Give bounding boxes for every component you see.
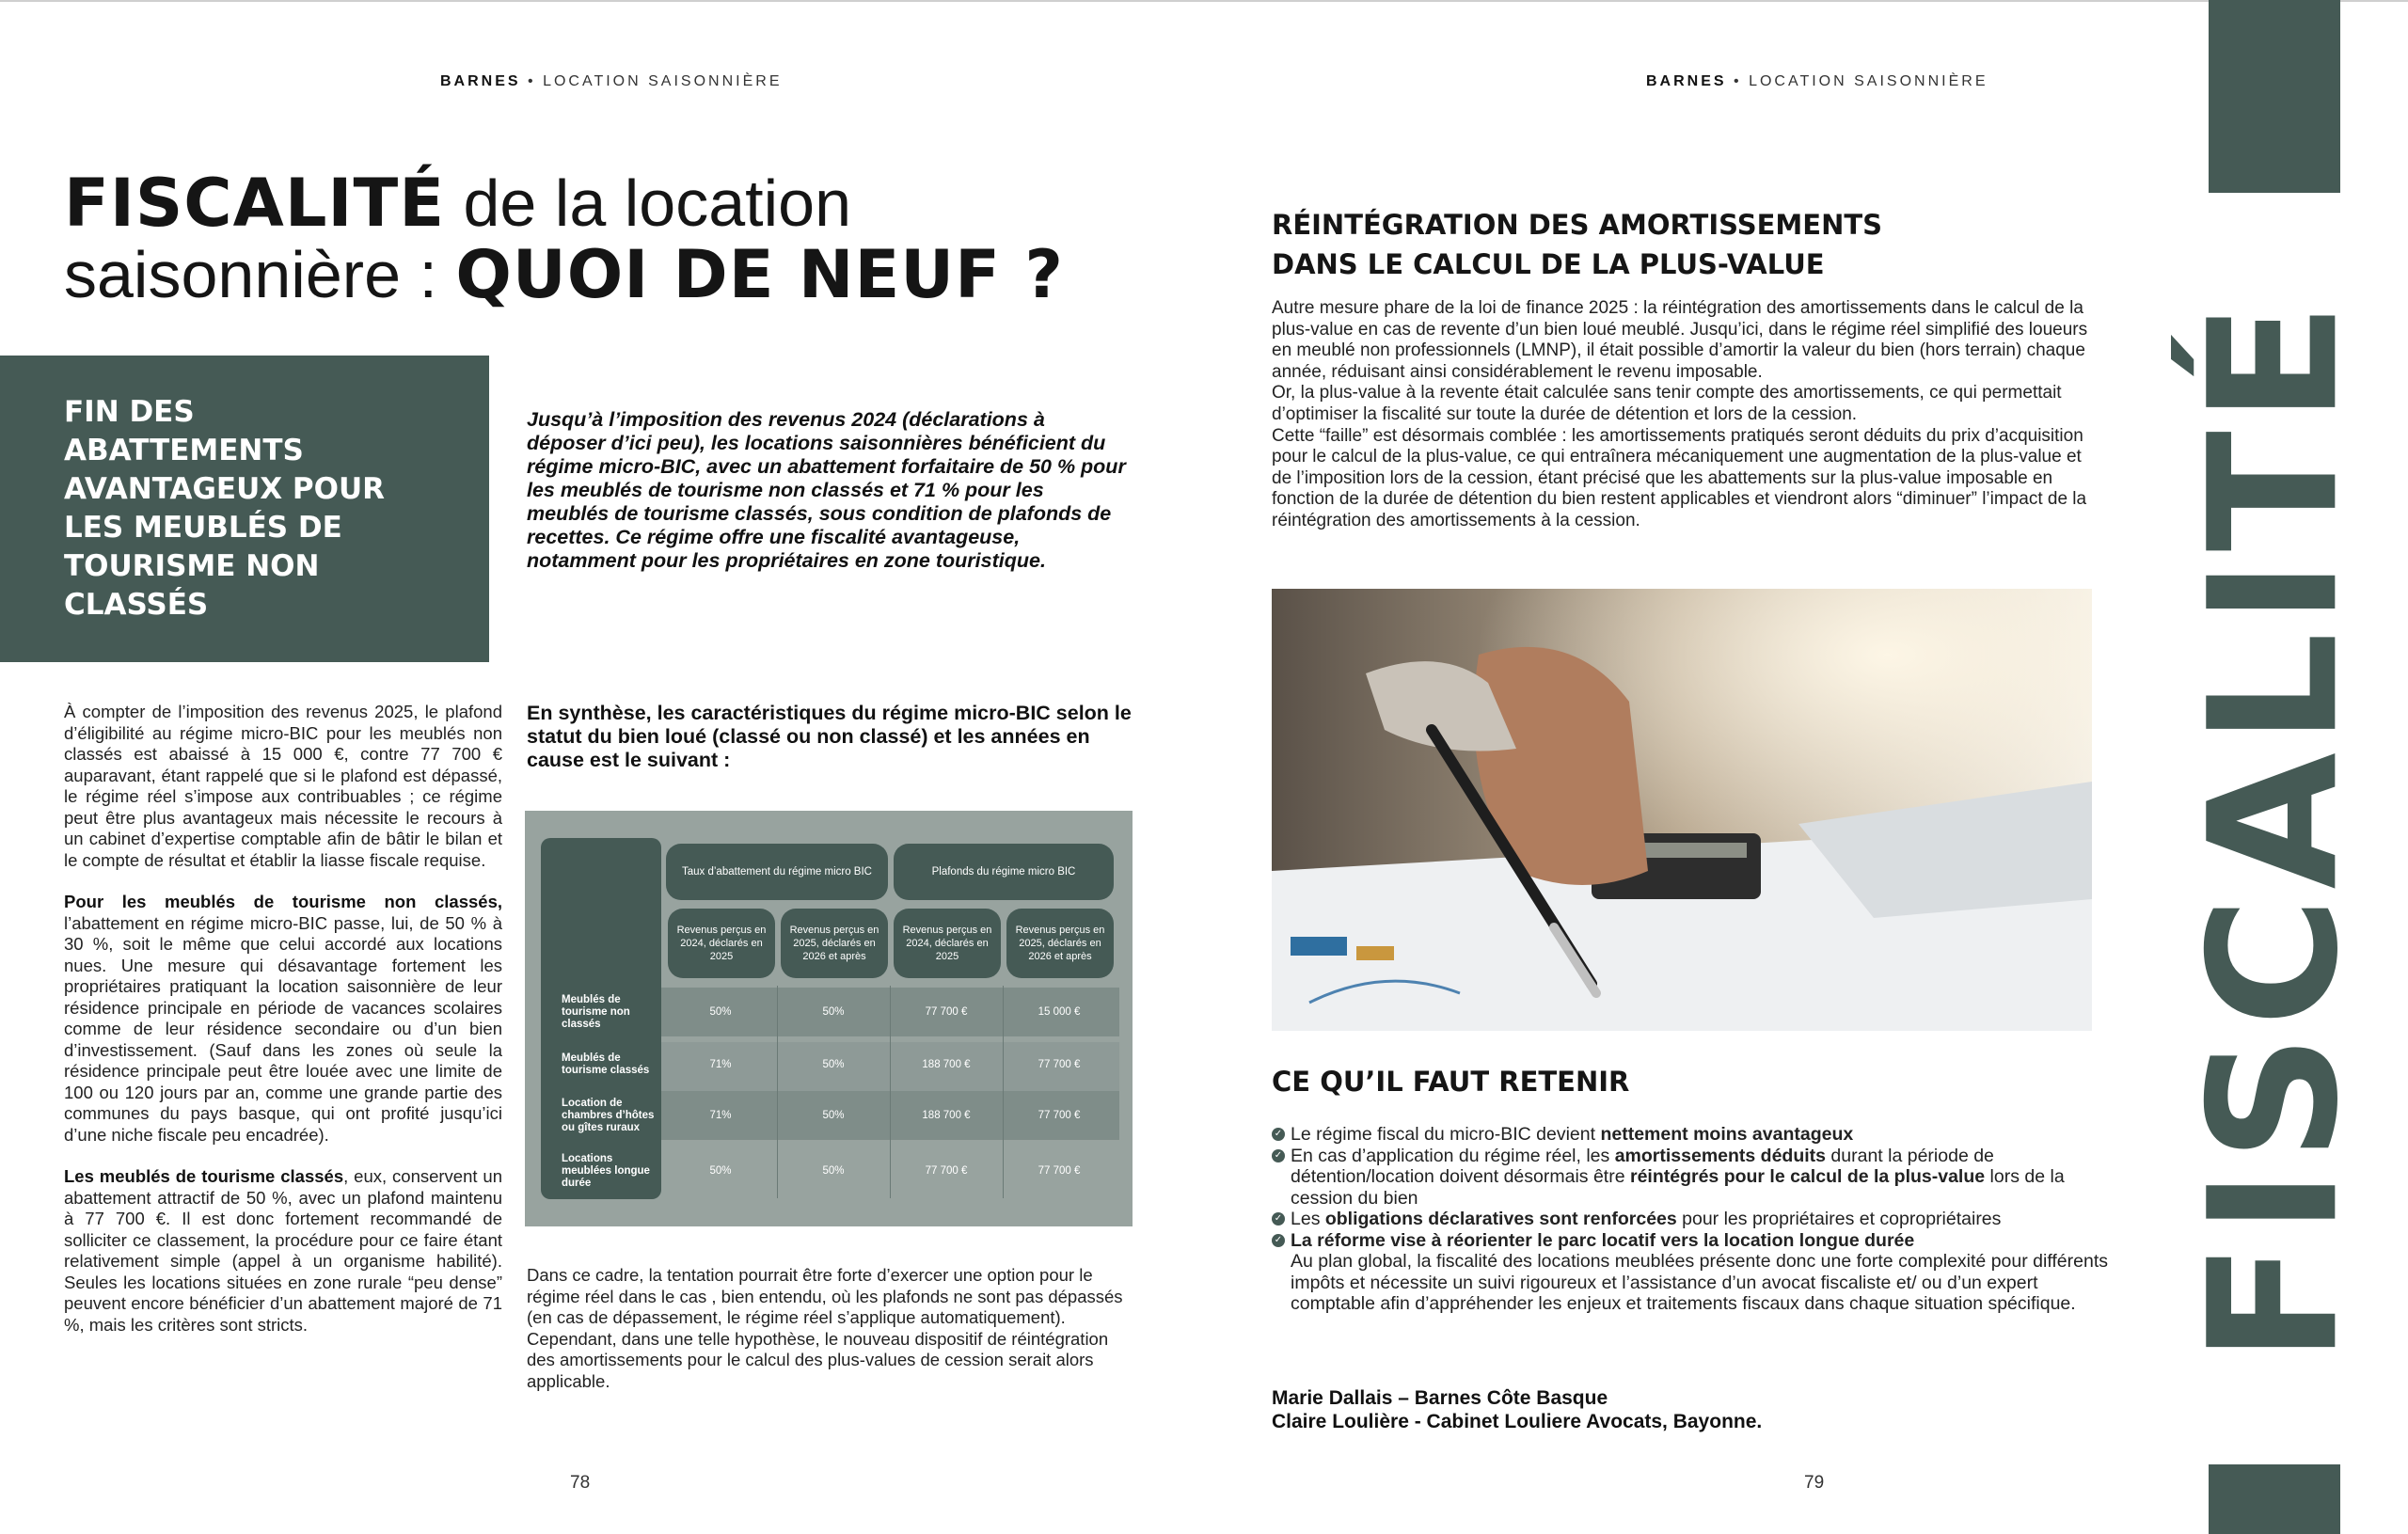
middle-column-text: [527, 1265, 1138, 1392]
hand-pen-calculator-photo: [1272, 589, 2092, 1031]
table-group-header: Plafonds du régime micro BIC: [894, 844, 1114, 900]
table-cell: 77 700 €: [925, 1006, 968, 1018]
table-cell: 50%: [822, 1165, 845, 1177]
authors: Marie Dallais – Barnes Côte Basque Claire Loulière - Cabinet Louliere Avocats, Bayonne.: [1272, 1387, 1763, 1432]
table-cell: 77 700 €: [1038, 1165, 1081, 1177]
page-number-left: 78: [570, 1473, 591, 1493]
paragraph: Cette “faille” est désormais comblée : les amortissements pratiqués seront déduits du prix d’acquisition pour le calcul de la plus-value, ce qui entraînera mécaniquement une augmentation de la plus-value et de l’imposition lors de la cession, étant précisé que les abattements sur la plus-value imposable en fonction de la durée de détention du bien restent applicables et viendront alors “diminuer” l’impact de la réintégration des amortissements à la cession.: [1272, 425, 2087, 530]
table-cell: 71%: [709, 1110, 732, 1121]
check-icon: ✓: [1272, 1234, 1285, 1247]
list-item: ✓ En cas d’application du régime réel, les amortissements déduits durant la période de détention/location doivent désormais être réintégrés pour le calcul de la plus-value lors de la cession du bien: [1272, 1146, 2118, 1210]
retain-heading: CE QU’IL FAUT RETENIR: [1272, 1066, 1630, 1098]
table-sub-header: Revenus perçus en 2024, déclarés en 2025: [668, 909, 775, 978]
section-heading: FIN DES ABATTEMENTS AVANTAGEUX POUR LES MEUBLÉS DE TOURISME NON CLASSÉS: [64, 395, 386, 622]
key-points-list: [1272, 1124, 2118, 1315]
synthesis-text: En synthèse, les caractéristiques du régime micro-BIC selon le statut du bien loué (classé ou non classé) et les années en cause est le suivant :: [527, 702, 1132, 771]
table-row-label: Location de chambres d’hôtes ou gîtes ruraux: [562, 1097, 655, 1133]
table-sub-header: Revenus perçus en 2025, déclarés en 2026 et après: [1006, 909, 1114, 978]
running-head-right: BARNES • LOCATION SAISONNIÈRE: [1646, 73, 1988, 89]
paragraph: À compter de l’imposition des revenus 2025, le plafond d’éligibilité au régime micro-BIC pour les meublés non classés est abaissé à 15 000 €, contre 77 700 € auparavant, étant rappelé que si le plafond est dépassé, le régime réel s’impose aux contribuables ; ce régime peut être plus avantageux mais nécessite le recours à un cabinet d’expertise comptable afin de bâtir le bilan et le compte de résultat et établir la liasse fiscale requise.: [64, 702, 502, 870]
list-item: ✓ La réforme vise à réorienter le parc locatif vers la location longue durée: [1272, 1230, 2118, 1252]
page-title: FISCALITÉ de la location saisonnière : QUOI DE NEUF ?: [64, 165, 1064, 313]
check-icon: ✓: [1272, 1149, 1285, 1162]
table-row-label: Locations meublées longue durée: [562, 1152, 650, 1189]
table-sub-header: Revenus perçus en 2025, déclarés en 2026 et après: [781, 909, 888, 978]
list-item: Au plan global, la fiscalité des locations meublées présente donc une forte complexité pour différents impôts et nécessite un suivi rigoureux et l’assistance d’un avocat fiscaliste et/ ou d’un expert comptable afin d’appréhender les enjeux et traitements fiscaux dans chaque situation spécifique.: [1291, 1251, 2108, 1314]
table-row-label: Meublés de tourisme non classés: [562, 993, 630, 1030]
check-icon: ✓: [1272, 1212, 1285, 1226]
right-section-heading: RÉINTÉGRATION DES AMORTISSEMENTS DANS LE CALCUL DE LA PLUS-VALUE: [1272, 209, 1883, 280]
table-cell: 77 700 €: [1038, 1110, 1081, 1121]
table-cell: 188 700 €: [922, 1110, 971, 1121]
table-group-header: Taux d’abattement du régime micro BIC: [666, 844, 888, 900]
running-head-left: BARNES • LOCATION SAISONNIÈRE: [440, 73, 783, 89]
table-cell: 188 700 €: [922, 1059, 971, 1070]
paragraph: Autre mesure phare de la loi de finance 2025 : la réintégration des amortissements dans le calcul de la plus-value en cas de revente d’un bien loué meublé. Jusqu’ici, dans le régime réel simplifié des loueurs en meublé non professionnels (LMNP), il était possible d’amortir la valeur du bien (hors terrain) chaque année, réduisant ainsi considérablement le revenu imposable.: [1272, 298, 2088, 382]
list-item: ✓ Les obligations déclaratives sont renforcées pour les propriétaires et copropriétaires: [1272, 1209, 2118, 1230]
intro-paragraph: Jusqu’à l’imposition des revenus 2024 (déclarations à déposer d’ici peu), les locations saisonnières bénéficient du régime micro-BIC, avec un abattement forfaitaire de 50 % pour les meublés de tourisme non classés et 71 % pour les meublés de tourisme classés, sous condition de plafonds de recettes. Ce régime offre une fiscalité avantageuse, notamment pour les propriétaires en zone touristique.: [527, 408, 1126, 572]
table-row-label: Meublés de tourisme classés: [562, 1052, 650, 1076]
table-cell: 71%: [709, 1059, 732, 1070]
table-cell: 50%: [822, 1006, 845, 1018]
paragraph: Cependant, dans une telle hypothèse, le nouveau dispositif de réintégration des amortissements pour le calcul des plus-values de cession serait alors applicable.: [527, 1328, 1109, 1391]
paragraph: Les meublés de tourisme classés, eux, conservent un abattement attractif de 50 %, avec un plafond maintenu à 77 700 €. Il est donc fortement recommandé de solliciter ce classement, la procédure pour ce faire étant relativement simple (appel à un organisme habilité). Seules les locations situées en zone rurale “peu dense” peuvent encore bénéficier d’un abattement majoré de 71 %, mais les critères sont stricts.: [64, 1166, 502, 1335]
list-item: ✓ Le régime fiscal du micro-BIC devient nettement moins avantageux: [1272, 1124, 2118, 1146]
table-cell: 77 700 €: [1038, 1059, 1081, 1070]
right-body-text: [1272, 298, 2099, 532]
table-cell: 50%: [822, 1059, 845, 1070]
top-border: [0, 0, 2408, 2]
left-column-text: [64, 702, 502, 1356]
table-cell: 50%: [709, 1006, 732, 1018]
table-sub-header: Revenus perçus en 2024, déclarés en 2025: [894, 909, 1001, 978]
check-icon: ✓: [1272, 1128, 1285, 1141]
paragraph: Dans ce cadre, la tentation pourrait être forte d’exercer une option pour le régime réel dans le cas , bien entendu, où les plafonds ne sont pas dépassés (en cas de dépassement, le régime réel s’applique automatiquement).: [527, 1265, 1123, 1327]
table-cell: 50%: [709, 1165, 732, 1177]
table-cell: 15 000 €: [1038, 1006, 1081, 1018]
side-word: FISCALITÉ: [2171, 294, 2378, 1363]
table-cell: 50%: [822, 1110, 845, 1121]
section-heading-box: [0, 356, 489, 662]
page-number-right: 79: [1804, 1473, 1825, 1493]
paragraph: Pour les meublés de tourisme non classés, l’abattement en régime micro-BIC passe, lui, de 50 % à 30 %, soit le même que celui accordé aux locations nues. Une mesure qui désavantage fortement les propriétaires pratiquant la location saisonnière de leur résidence principale en période de vacances scolaires comme de leur résidence secondaire ou d’un bien d’investissement. (Sauf dans les zones où seule la résidence principale peut être louée avec une limite de 100 ou 120 jours par an, comme une grande partie des communes du pays basque, qui ont profité jusqu’ici d’une niche fiscale peu encadrée).: [64, 892, 502, 1145]
table-cell: 77 700 €: [925, 1165, 968, 1177]
paragraph: Or, la plus-value à la revente était calculée sans tenir compte des amortissements, ce qui permettait d’optimiser la fiscalité sur toute la durée de détention et lors de la cession.: [1272, 383, 2062, 424]
